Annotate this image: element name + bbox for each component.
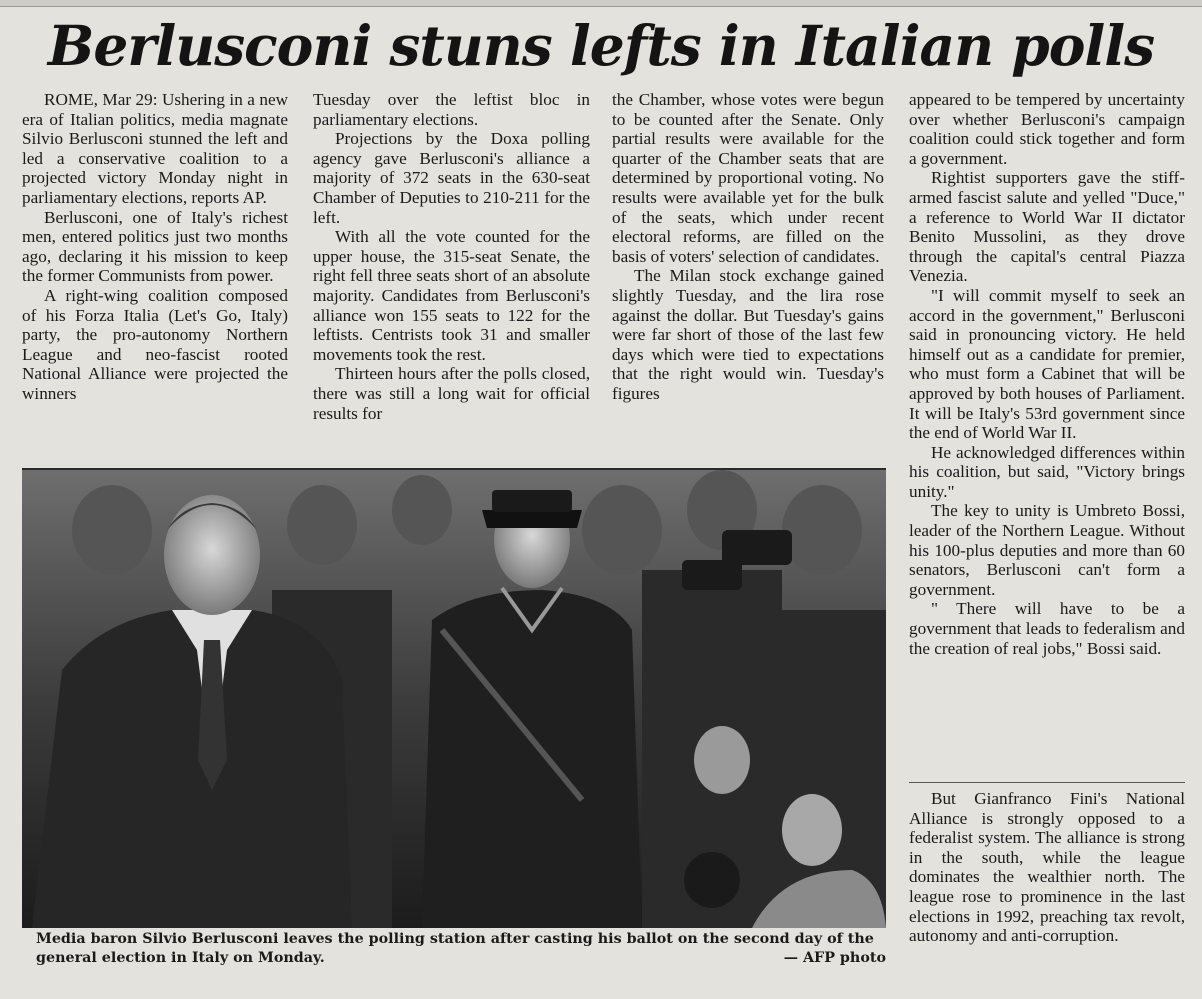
paragraph: He acknowledged differences within his coalition, but said, "Victory brings unity." bbox=[909, 442, 1185, 501]
article-column-2 bbox=[313, 90, 590, 468]
caption-text: Media baron Silvio Berlusconi leaves the polling station after casting his ballot on the second day of the general election in Italy on Monday. bbox=[36, 931, 874, 966]
paragraph: Rightist supporters gave the stiff-armed fascist salute and yelled "Duce," a reference to World War II dictator Benito Mussolini, as they drove through the capital's central Piazza Venezia. bbox=[909, 168, 1185, 286]
paragraph: With all the vote counted for the upper house, the 315-seat Senate, the right fell three seats short of an absolute majority. Candidates from Berlusconi's alliance won 155 seats to 122 for the leftists. Centrists took 31 and smaller movements took the rest. bbox=[313, 227, 590, 364]
article-column-1 bbox=[22, 90, 288, 462]
headline: Berlusconi stuns lefts in Italian polls bbox=[47, 13, 1155, 78]
photo-caption bbox=[36, 930, 886, 968]
paragraph: The key to unity is Umbreto Bossi, leader of the Northern League. Without his 100-plus deputies and more than 60 senators, Berlusconi can't form a government. bbox=[909, 501, 1185, 599]
photo-credit: — AFP photo bbox=[783, 950, 886, 966]
article-column-4 bbox=[909, 90, 1185, 782]
paragraph: Berlusconi, one of Italy's richest men, entered politics just two months ago, declaring it his mission to keep the former Communists from power. bbox=[22, 207, 288, 286]
article-column-3 bbox=[612, 90, 884, 468]
paragraph: A right-wing coalition composed of his Forza Italia (Let's Go, Italy) party, the pro-autonomy Northern League and neo-fascist rooted National Alliance were projected the winners bbox=[22, 285, 288, 403]
paragraph: " There will have to be a government that leads to federalism and the creation of real jobs," Bossi said. bbox=[909, 599, 1185, 658]
column-divider-rule bbox=[909, 782, 1185, 783]
paragraph: "I will commit myself to seek an accord in the government," Berlusconi said in pronouncing victory. He held himself out as a candidate for premier, who must form a Cabinet that will be approved by both houses of Parliament. It will be Italy's 53rd government since the end of World War II. bbox=[909, 285, 1185, 443]
paragraph: Projections by the Doxa polling agency gave Berlusconi's alliance a majority of 372 seats in the 630-seat Chamber of Deputies to 210-211 for the left. bbox=[313, 129, 590, 227]
paragraph: the Chamber, whose votes were begun to be counted after the Senate. Only partial results were available for the quarter of the Chamber seats that are determined by proportional voting. No results were available yet for the bulk of the seats, which under recent electoral reforms, are filled on the basis of voters' selection of candidates. bbox=[612, 90, 884, 266]
paragraph: appeared to be tempered by uncertainty over whether Berlusconi's campaign coalition could stick together and form a government. bbox=[909, 90, 1185, 168]
paragraph: The Milan stock exchange gained slightly Tuesday, and the lira rose against the dollar. But Tuesday's gains were far short of those of the last few days which were tied to expectations that the right would win. Tuesday's figures bbox=[612, 266, 884, 403]
paragraph: Thirteen hours after the polls closed, there was still a long wait for official results for bbox=[313, 364, 590, 423]
news-photo bbox=[22, 468, 886, 928]
paragraph: ROME, Mar 29: Ushering in a new era of Italian politics, media magnate Silvio Berlusconi stunned the left and led a conservative coalition to a projected victory Monday night in parliamentary elections, reports AP. bbox=[22, 90, 288, 207]
article-column-4-continued bbox=[909, 789, 1185, 979]
paragraph: Tuesday over the leftist bloc in parliamentary elections. bbox=[313, 90, 590, 129]
paragraph: But Gianfranco Fini's National Alliance is strongly opposed to a federalist system. The alliance is strong in the south, while the league dominates the wealthier north. The league rose to prominence in the last elections in 1992, preaching tax revolt, autonomy and anti-corruption. bbox=[909, 789, 1185, 946]
